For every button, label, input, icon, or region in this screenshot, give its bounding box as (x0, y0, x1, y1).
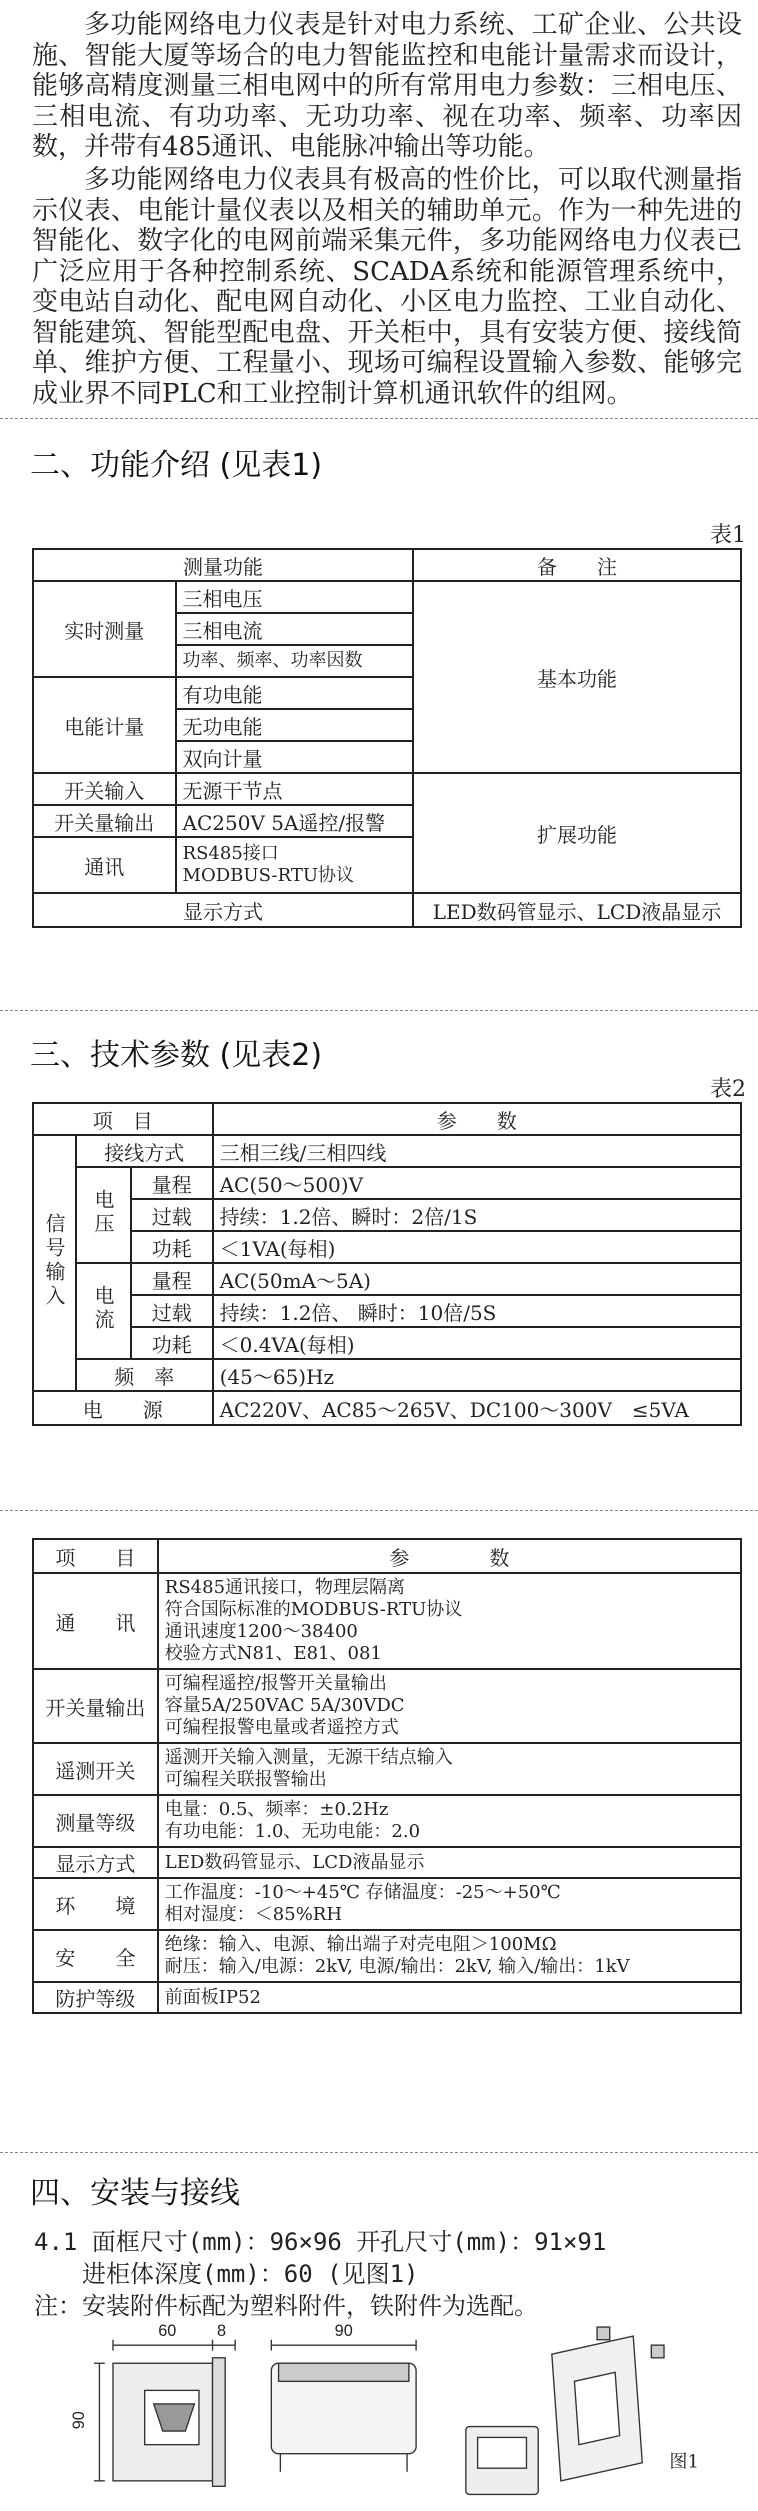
table1-functions (32, 548, 742, 928)
divider (0, 418, 758, 419)
intro-paragraph-1: 多功能网络电力仪表是针对电力系统、工矿企业、公共设施、智能大厦等场合的电力智能监控和电能计量需求而设计，能够高精度测量三相电网中的所有常用电力参数：三相电压、三相电流、有功功率、无功功率、视在功率、频率、功率因数，并带有485通讯、电能脉冲输出等功能。 (32, 10, 742, 162)
current-range-value: AC(50mA～5A) (213, 1263, 741, 1295)
table3-value-line: 可编程遥控/报警开关量输出 (164, 1673, 387, 1694)
switch-output-label: 开关量输出 (33, 805, 176, 837)
signal-input-text: 信号输入 (42, 1212, 66, 1309)
voltage-power-label: 功耗 (131, 1231, 213, 1263)
energy-label: 电能计量 (33, 677, 176, 773)
table2-caption: 表2 (710, 1077, 746, 1102)
current-label (76, 1263, 131, 1359)
voltage-power-value: ＜1VA(每相) (213, 1231, 741, 1263)
table3-row-label: 遥测开关 (33, 1743, 158, 1795)
table3-row-value (158, 1930, 741, 1982)
table2-header-item: 项 目 (33, 1103, 213, 1135)
table3-header-param: 参 数 (158, 1539, 741, 1573)
table3-specs (32, 1538, 742, 2014)
dim-8: 8 (217, 2322, 227, 2341)
current-text: 电流 (90, 1284, 115, 1333)
table3-row-label: 显示方式 (33, 1847, 158, 1878)
table3-value-line: 绝缘：输入、电源、输出端子对壳电阻＞100MΩ (164, 1934, 557, 1955)
voltage-label (76, 1167, 131, 1263)
table3-row (33, 1795, 741, 1847)
table3-row-value (158, 1795, 741, 1847)
realtime-item: 功率、频率、功率因数 (176, 645, 413, 677)
wiring-label: 接线方式 (76, 1135, 213, 1167)
table3-row-value (158, 1982, 741, 2013)
side-view-drawing (94, 2340, 235, 2487)
table3-row-value (158, 1573, 741, 1669)
extended-function-label: 扩展功能 (413, 773, 741, 893)
table3-value-line: 符合国际标准的MODBUS-RTU协议 (164, 1599, 463, 1620)
table3-header-item: 项 目 (33, 1539, 158, 1573)
figure-label: 图1 (669, 2451, 700, 2473)
frequency-value: (45～65)Hz (213, 1359, 741, 1391)
table1-header-function: 测量功能 (33, 549, 413, 581)
switch-input-value: 无源干节点 (176, 773, 413, 805)
table1-header-remark: 备 注 (413, 549, 741, 581)
table3-value-line: 有功电能：1.0、无功电能：2.0 (164, 1821, 421, 1842)
table3-row-label: 环 境 (33, 1878, 158, 1930)
table3-row (33, 1743, 741, 1795)
divider (0, 1010, 758, 1011)
table3-value-line: 校验方式N81、E81、081 (164, 1643, 382, 1664)
energy-item: 无功电能 (176, 709, 413, 741)
install-note: 注：安装附件标配为塑料附件，铁附件为选配。 (34, 2292, 538, 2320)
install-line-1: 4.1 面框尺寸(mm)：96×96 开孔尺寸(mm)：91×91 (34, 2228, 607, 2256)
table3-row-label: 开关量输出 (33, 1669, 158, 1743)
current-range-label: 量程 (131, 1263, 213, 1295)
voltage-overload-value: 持续：1.2倍、瞬时：2倍/1S (213, 1199, 741, 1231)
frequency-label: 频 率 (76, 1359, 213, 1391)
dim-90-vertical: 90 (70, 2411, 89, 2430)
panel-drawing (466, 2327, 664, 2494)
table3-value-line: 前面板IP52 (164, 1986, 261, 2008)
top-view-drawing (271, 2340, 416, 2472)
comm-value (176, 837, 413, 893)
table3-value-line: 电量：0.5、频率：±0.2Hz (164, 1799, 389, 1820)
intro-paragraph-2: 多功能网络电力仪表具有极高的性价比，可以取代测量指示仪表、电能计量仪表以及相关的辅助单元。作为一种先进的智能化、数字化的电网前端采集元件，多功能网络电力仪表已广泛应用于各种控制系统、SCADA系统和能源管理系统中，变电站自动化、配电网自动化、小区电力监控、工业自动化、智能建筑、智能型配电盘、开关柜中，具有安装方便、接线简单、维护方便、工程量小、现场可编程设置输入参数、能够完成业界不同PLC和工业控制计算机通讯软件的组网。 (32, 165, 742, 409)
comm-label: 通讯 (33, 837, 176, 893)
voltage-overload-label: 过载 (131, 1199, 213, 1231)
switch-input-label: 开关输入 (33, 773, 176, 805)
table3-row (33, 1669, 741, 1743)
wiring-value: 三相三线/三相四线 (213, 1135, 741, 1167)
install-line-2: 进柜体深度(mm)：60 (见图1) (82, 2260, 419, 2288)
switch-output-value: AC250V 5A遥控/报警 (176, 805, 413, 837)
table3-value-line: 遥测开关输入测量，无源干结点输入 (164, 1747, 453, 1768)
voltage-text: 电压 (90, 1188, 115, 1237)
table3-row (33, 1878, 741, 1930)
supply-value: AC220V、AC85～265V、DC100～300V ≤5VA (213, 1391, 741, 1425)
comm-value-line: MODBUS-RTU协议 (182, 865, 355, 886)
signal-input-label (33, 1135, 76, 1391)
table3-value-line: LED数码管显示、LCD液晶显示 (164, 1851, 425, 1873)
table3-row (33, 1573, 741, 1669)
table2-specs (32, 1102, 742, 1426)
table3-row-label: 防护等级 (33, 1982, 158, 2013)
table3-value-line: 可编程报警电量或者遥控方式 (164, 1717, 399, 1738)
table3-value-line: 耐压：输入/电源：2kV, 电源/输出：2kV, 输入/输出：1kV (164, 1956, 630, 1977)
table3-value-line: 相对湿度：＜85%RH (164, 1904, 343, 1925)
realtime-item: 三相电压 (176, 581, 413, 613)
table3-row (33, 1847, 741, 1878)
energy-item: 有功电能 (176, 677, 413, 709)
table3-row-label: 测量等级 (33, 1795, 158, 1847)
basic-function-label: 基本功能 (413, 581, 741, 773)
table3-row-value (158, 1847, 741, 1878)
energy-item: 双向计量 (176, 741, 413, 773)
table3-value-line: 可编程关联报警输出 (164, 1769, 327, 1790)
table3-value-line: RS485通讯接口，物理层隔离 (164, 1577, 406, 1598)
table3-row-value (158, 1878, 741, 1930)
table2-header-param: 参 数 (213, 1103, 741, 1135)
voltage-range-label: 量程 (131, 1167, 213, 1199)
realtime-item: 三相电流 (176, 613, 413, 645)
dim-90-horizontal: 90 (334, 2322, 353, 2341)
section-3-title: 三、技术参数 (见表2) (30, 1038, 323, 1073)
voltage-range-value: AC(50～500)V (213, 1167, 741, 1199)
display-label: 显示方式 (33, 893, 413, 927)
table3-row (33, 1930, 741, 1982)
table3-row-value (158, 1669, 741, 1743)
current-overload-label: 过载 (131, 1295, 213, 1327)
display-value: LED数码管显示、LCD液晶显示 (413, 893, 741, 927)
divider (0, 2152, 758, 2153)
table3-value-line: 容量5A/250VAC 5A/30VDC (164, 1695, 405, 1716)
divider (0, 1510, 758, 1511)
current-power-label: 功耗 (131, 1327, 213, 1359)
dim-60: 60 (158, 2322, 177, 2341)
section-2-title: 二、功能介绍 (见表1) (30, 448, 323, 483)
table3-value-line: 通讯速度1200～38400 (164, 1621, 358, 1642)
comm-value-line: RS485接口 (182, 843, 279, 864)
figure-1 (0, 2318, 758, 2508)
current-overload-value: 持续：1.2倍、 瞬时：10倍/5S (213, 1295, 741, 1327)
section-4-title: 四、安装与接线 (30, 2176, 240, 2211)
supply-label: 电 源 (33, 1391, 213, 1425)
realtime-label: 实时测量 (33, 581, 176, 677)
table3-row-label: 通 讯 (33, 1573, 158, 1669)
current-power-value: ＜0.4VA(每相) (213, 1327, 741, 1359)
table3-row-label: 安 全 (33, 1930, 158, 1982)
table3-row-value (158, 1743, 741, 1795)
table1-caption: 表1 (710, 523, 746, 548)
table3-row (33, 1982, 741, 2013)
table3-value-line: 工作温度：-10～+45℃ 存储温度：-25～+50℃ (164, 1882, 561, 1903)
